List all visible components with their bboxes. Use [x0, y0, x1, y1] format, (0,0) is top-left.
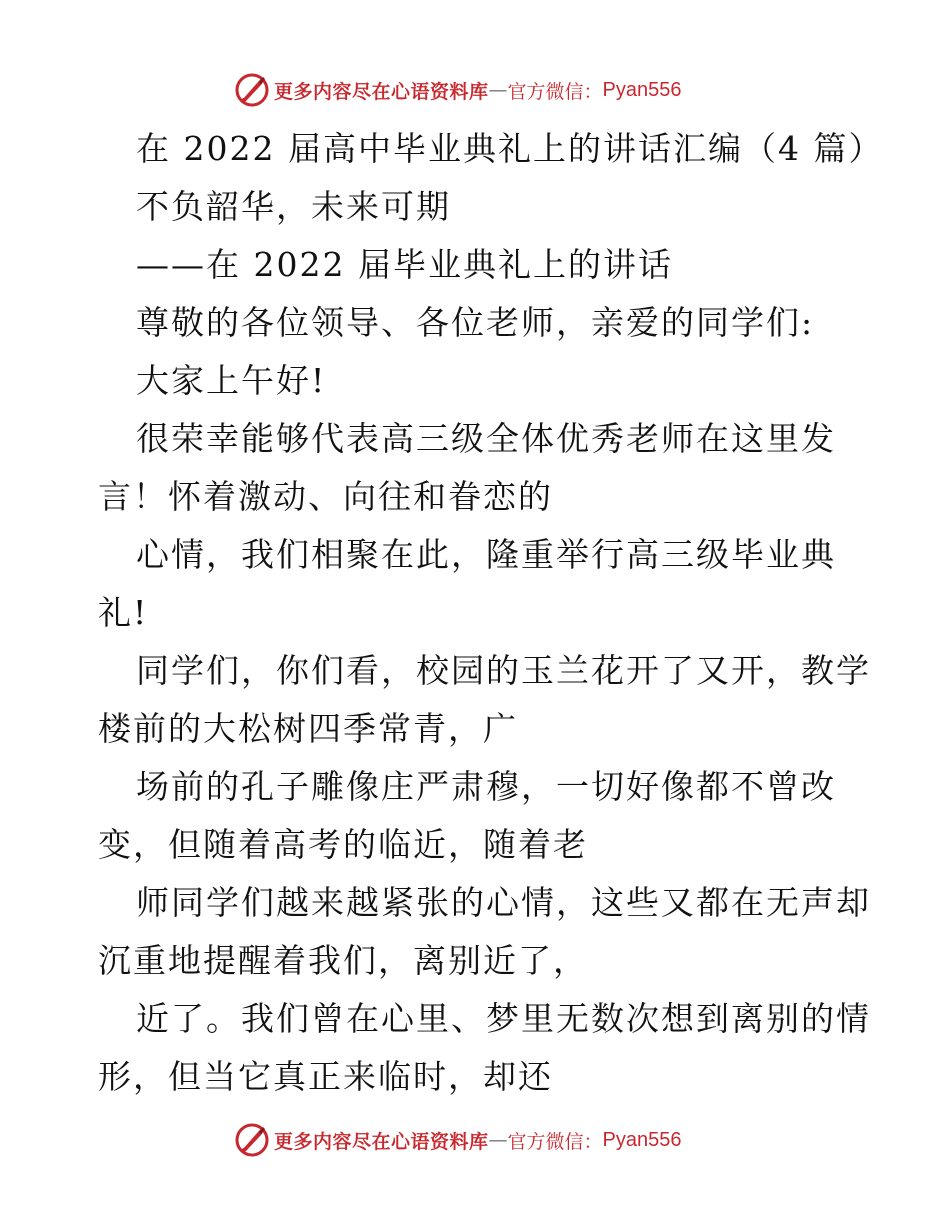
banner-dash: — [488, 79, 508, 101]
paragraph-line: 言！怀着激动、向往和眷恋的 [98, 477, 553, 516]
banner-text-id: Pyan556 [602, 1128, 682, 1151]
quill-pen-icon [234, 1122, 270, 1158]
banner-dash: — [488, 1129, 508, 1151]
footer-watermark-banner [234, 1120, 682, 1160]
banner-text-mid: 官方微信： [507, 1130, 603, 1153]
salutation: 尊敬的各位领导、各位老师，亲爱的同学们: [136, 303, 815, 342]
paragraph-line: 师同学们越来越紧张的心情，这些又都在无声却 [136, 883, 871, 922]
paragraph-line: 楼前的大松树四季常青，广 [98, 709, 518, 748]
header-watermark-banner [234, 70, 682, 110]
banner-text-main: 更多内容尽在心语资料库 [274, 1130, 489, 1153]
paragraph-line: 变，但随着高考的临近，随着老 [98, 825, 588, 864]
banner-text-id: Pyan556 [602, 78, 682, 101]
quill-pen-icon [234, 72, 270, 108]
greeting: 大家上午好! [136, 361, 327, 400]
document-title: 在 2022 届高中毕业典礼上的讲话汇编（4 篇） [136, 129, 884, 168]
paragraph-line: 近了。我们曾在心里、梦里无数次想到离别的情 [136, 999, 871, 1038]
paragraph-line: 心情，我们相聚在此，隆重举行高三级毕业典 [136, 535, 836, 574]
paragraph-line: 形，但当它真正来临时，却还 [98, 1057, 553, 1096]
speech-title: 不负韶华，未来可期 [136, 187, 451, 226]
paragraph-line: 同学们，你们看，校园的玉兰花开了又开，教学 [136, 651, 871, 690]
speech-subtitle: ——在 2022 届毕业典礼上的讲话 [136, 245, 673, 284]
paragraph-line: 场前的孔子雕像庄严肃穆，一切好像都不曾改 [136, 767, 836, 806]
paragraph-line: 礼! [98, 593, 149, 632]
paragraph-line: 很荣幸能够代表高三级全体优秀老师在这里发 [136, 419, 836, 458]
banner-text-main: 更多内容尽在心语资料库 [274, 80, 489, 103]
banner-text-mid: 官方微信： [507, 80, 603, 103]
paragraph-line: 沉重地提醒着我们，离别近了， [98, 941, 588, 980]
